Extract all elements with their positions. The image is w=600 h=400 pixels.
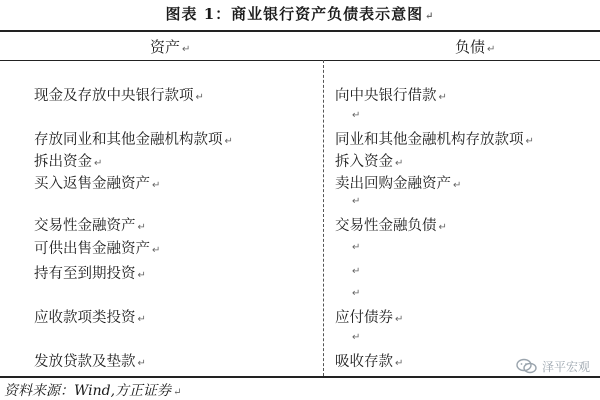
liability-item: 交易性金融负债 ↵: [335, 218, 447, 234]
liability-item: 应付债券 ↵: [335, 310, 404, 326]
liabilities-header: 负债 ↵: [455, 38, 496, 56]
asset-item: 可供出售金融资产 ↵: [34, 241, 161, 257]
liability-item: 卖出回购金融资产 ↵: [335, 176, 462, 192]
empty-paragraph-mark: ↵: [352, 196, 361, 207]
empty-paragraph-mark: ↵: [352, 332, 361, 343]
liability-item: 拆入资金 ↵: [335, 154, 404, 170]
top-rule: [0, 30, 600, 32]
liability-item: 向中央银行借款 ↵: [335, 88, 447, 104]
empty-paragraph-mark: ↵: [352, 110, 361, 121]
header-rule: [0, 60, 600, 61]
watermark-text: 泽平宏观: [541, 359, 590, 374]
bottom-rule: [0, 376, 600, 378]
asset-item: 发放贷款及垫款 ↵: [34, 354, 146, 370]
asset-item: 应收款项类投资 ↵: [34, 310, 146, 326]
assets-header: 资产 ↵: [150, 38, 191, 56]
liability-item: 同业和其他金融机构存放款项 ↵: [335, 132, 534, 148]
source-note: 资料来源：Wind,方正证券 ↵: [4, 383, 182, 399]
watermark: [516, 357, 590, 375]
wechat-icon: [516, 357, 538, 375]
column-divider: [323, 60, 324, 376]
liability-item: 吸收存款 ↵: [335, 354, 404, 370]
asset-item: 现金及存放中央银行款项 ↵: [34, 88, 204, 104]
empty-paragraph-mark: ↵: [352, 266, 361, 277]
table-title: 图表 1：商业银行资产负债表示意图 ↵: [165, 5, 435, 23]
empty-paragraph-mark: ↵: [352, 242, 361, 253]
asset-item: 拆出资金 ↵: [34, 154, 103, 170]
asset-item: 持有至到期投资 ↵: [34, 266, 146, 282]
asset-item: 买入返售金融资产 ↵: [34, 176, 161, 192]
empty-paragraph-mark: ↵: [352, 288, 361, 299]
asset-item: 存放同业和其他金融机构款项 ↵: [34, 132, 233, 148]
asset-item: 交易性金融资产 ↵: [34, 218, 146, 234]
